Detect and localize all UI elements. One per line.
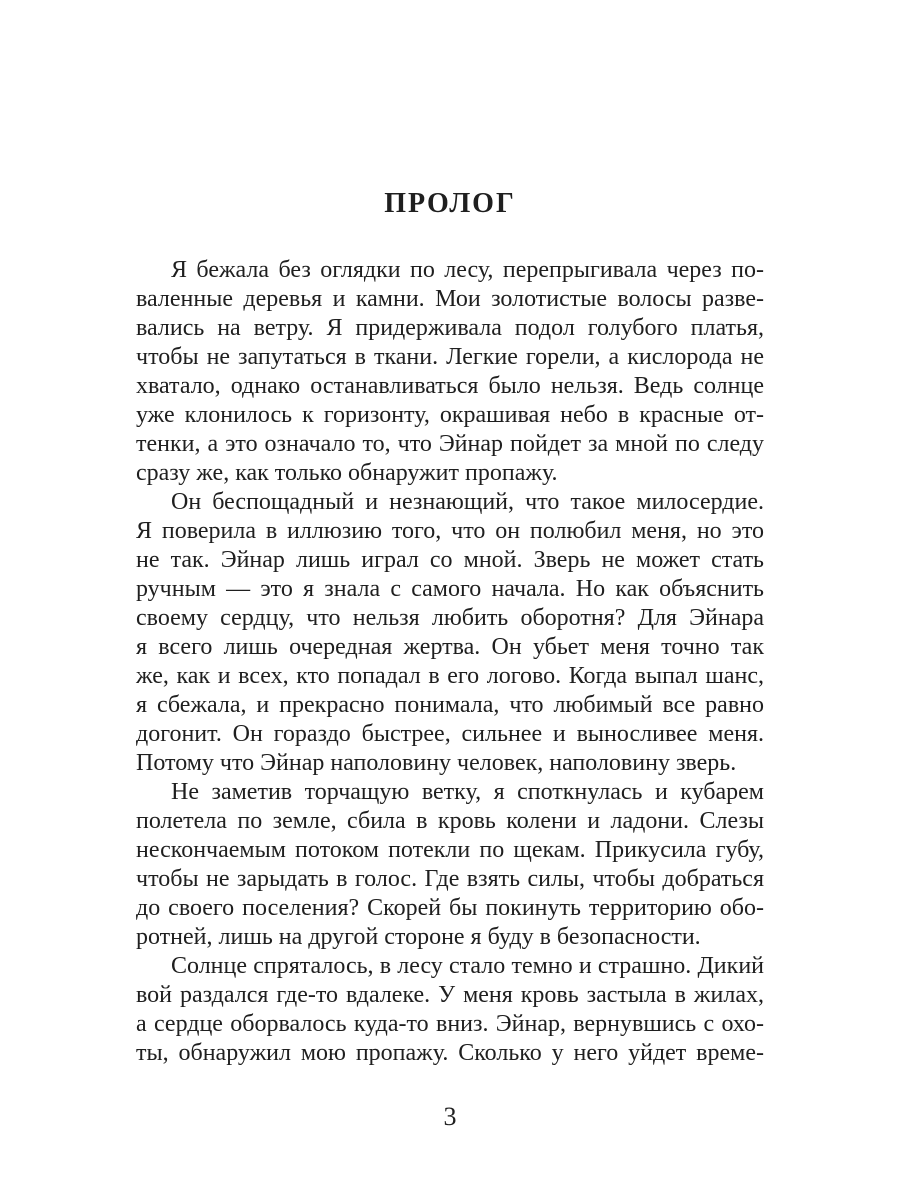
text-line: уже клонилось к горизонту, окрашивая небо в красные от- [136,402,764,428]
text-line: Потому что Эйнар наполовину человек, наполовину зверь. [136,750,737,776]
text-line: ты, обнаружил мою пропажу. Сколько у него уйдет време- [136,1040,764,1066]
text-line: не так. Эйнар лишь играл со мной. Зверь не может стать [136,547,764,573]
text-line: я сбежала, и прекрасно понимала, что любимый все равно [136,692,764,718]
text-line: полетела по земле, сбила в кровь колени и ладони. Слезы [136,808,764,834]
text-line: до своего поселения? Скорей бы покинуть территорию обо- [136,895,764,921]
text-line: вой раздался где-то вдалеке. У меня кровь застыла в жилах, [136,982,764,1008]
text-line: нескончаемым потоком потекли по щекам. Прикусила губу, [136,837,764,863]
paragraph [136,952,764,1068]
paragraph [136,778,764,952]
text-line: вались на ветру. Я придерживала подол голубого платья, [136,315,764,341]
paragraph [136,256,764,488]
text-line: чтобы не зарыдать в голос. Где взять силы, чтобы добраться [136,866,764,892]
paragraph [136,488,764,778]
text-line: Солнце спряталось, в лесу стало темно и страшно. Дикий [171,953,764,979]
text-line: своему сердцу, что нельзя любить оборотня? Для Эйнара [136,605,764,631]
text-line: хватало, однако останавливаться было нельзя. Ведь солнце [136,373,764,399]
text-line: тенки, а это означало то, что Эйнар пойдет за мной по следу [136,431,764,457]
text-line: Не заметив торчащую ветку, я споткнулась и кубарем [171,779,764,805]
text-line: ротней, лишь на другой стороне я буду в безопасности. [136,924,701,950]
text-line: догонит. Он гораздо быстрее, сильнее и выносливее меня. [136,721,764,747]
chapter-title: ПРОЛОГ [384,188,516,219]
text-line: ручным — это я знала с самого начала. Но как объяснить [136,576,764,602]
text-line: валенные деревья и камни. Мои золотистые волосы разве- [136,286,764,312]
text-line: Я поверила в иллюзию того, что он полюбил меня, но это [136,518,764,544]
text-line: я всего лишь очередная жертва. Он убьет меня точно так [136,634,764,660]
text-line: же, как и всех, кто попадал в его логово. Когда выпал шанс, [136,663,764,689]
text-line: сразу же, как только обнаружит пропажу. [136,460,558,486]
page-number: 3 [443,1102,457,1131]
text-line: чтобы не запутаться в ткани. Легкие горели, а кислорода не [136,344,764,370]
body-text [136,256,764,1068]
text-line: Я бежала без оглядки по лесу, перепрыгивала через по- [171,257,764,283]
text-line: Он беспощадный и незнающий, что такое милосердие. [171,489,764,515]
text-line: а сердце оборвалось куда-то вниз. Эйнар, вернувшись с охо- [136,1011,764,1037]
